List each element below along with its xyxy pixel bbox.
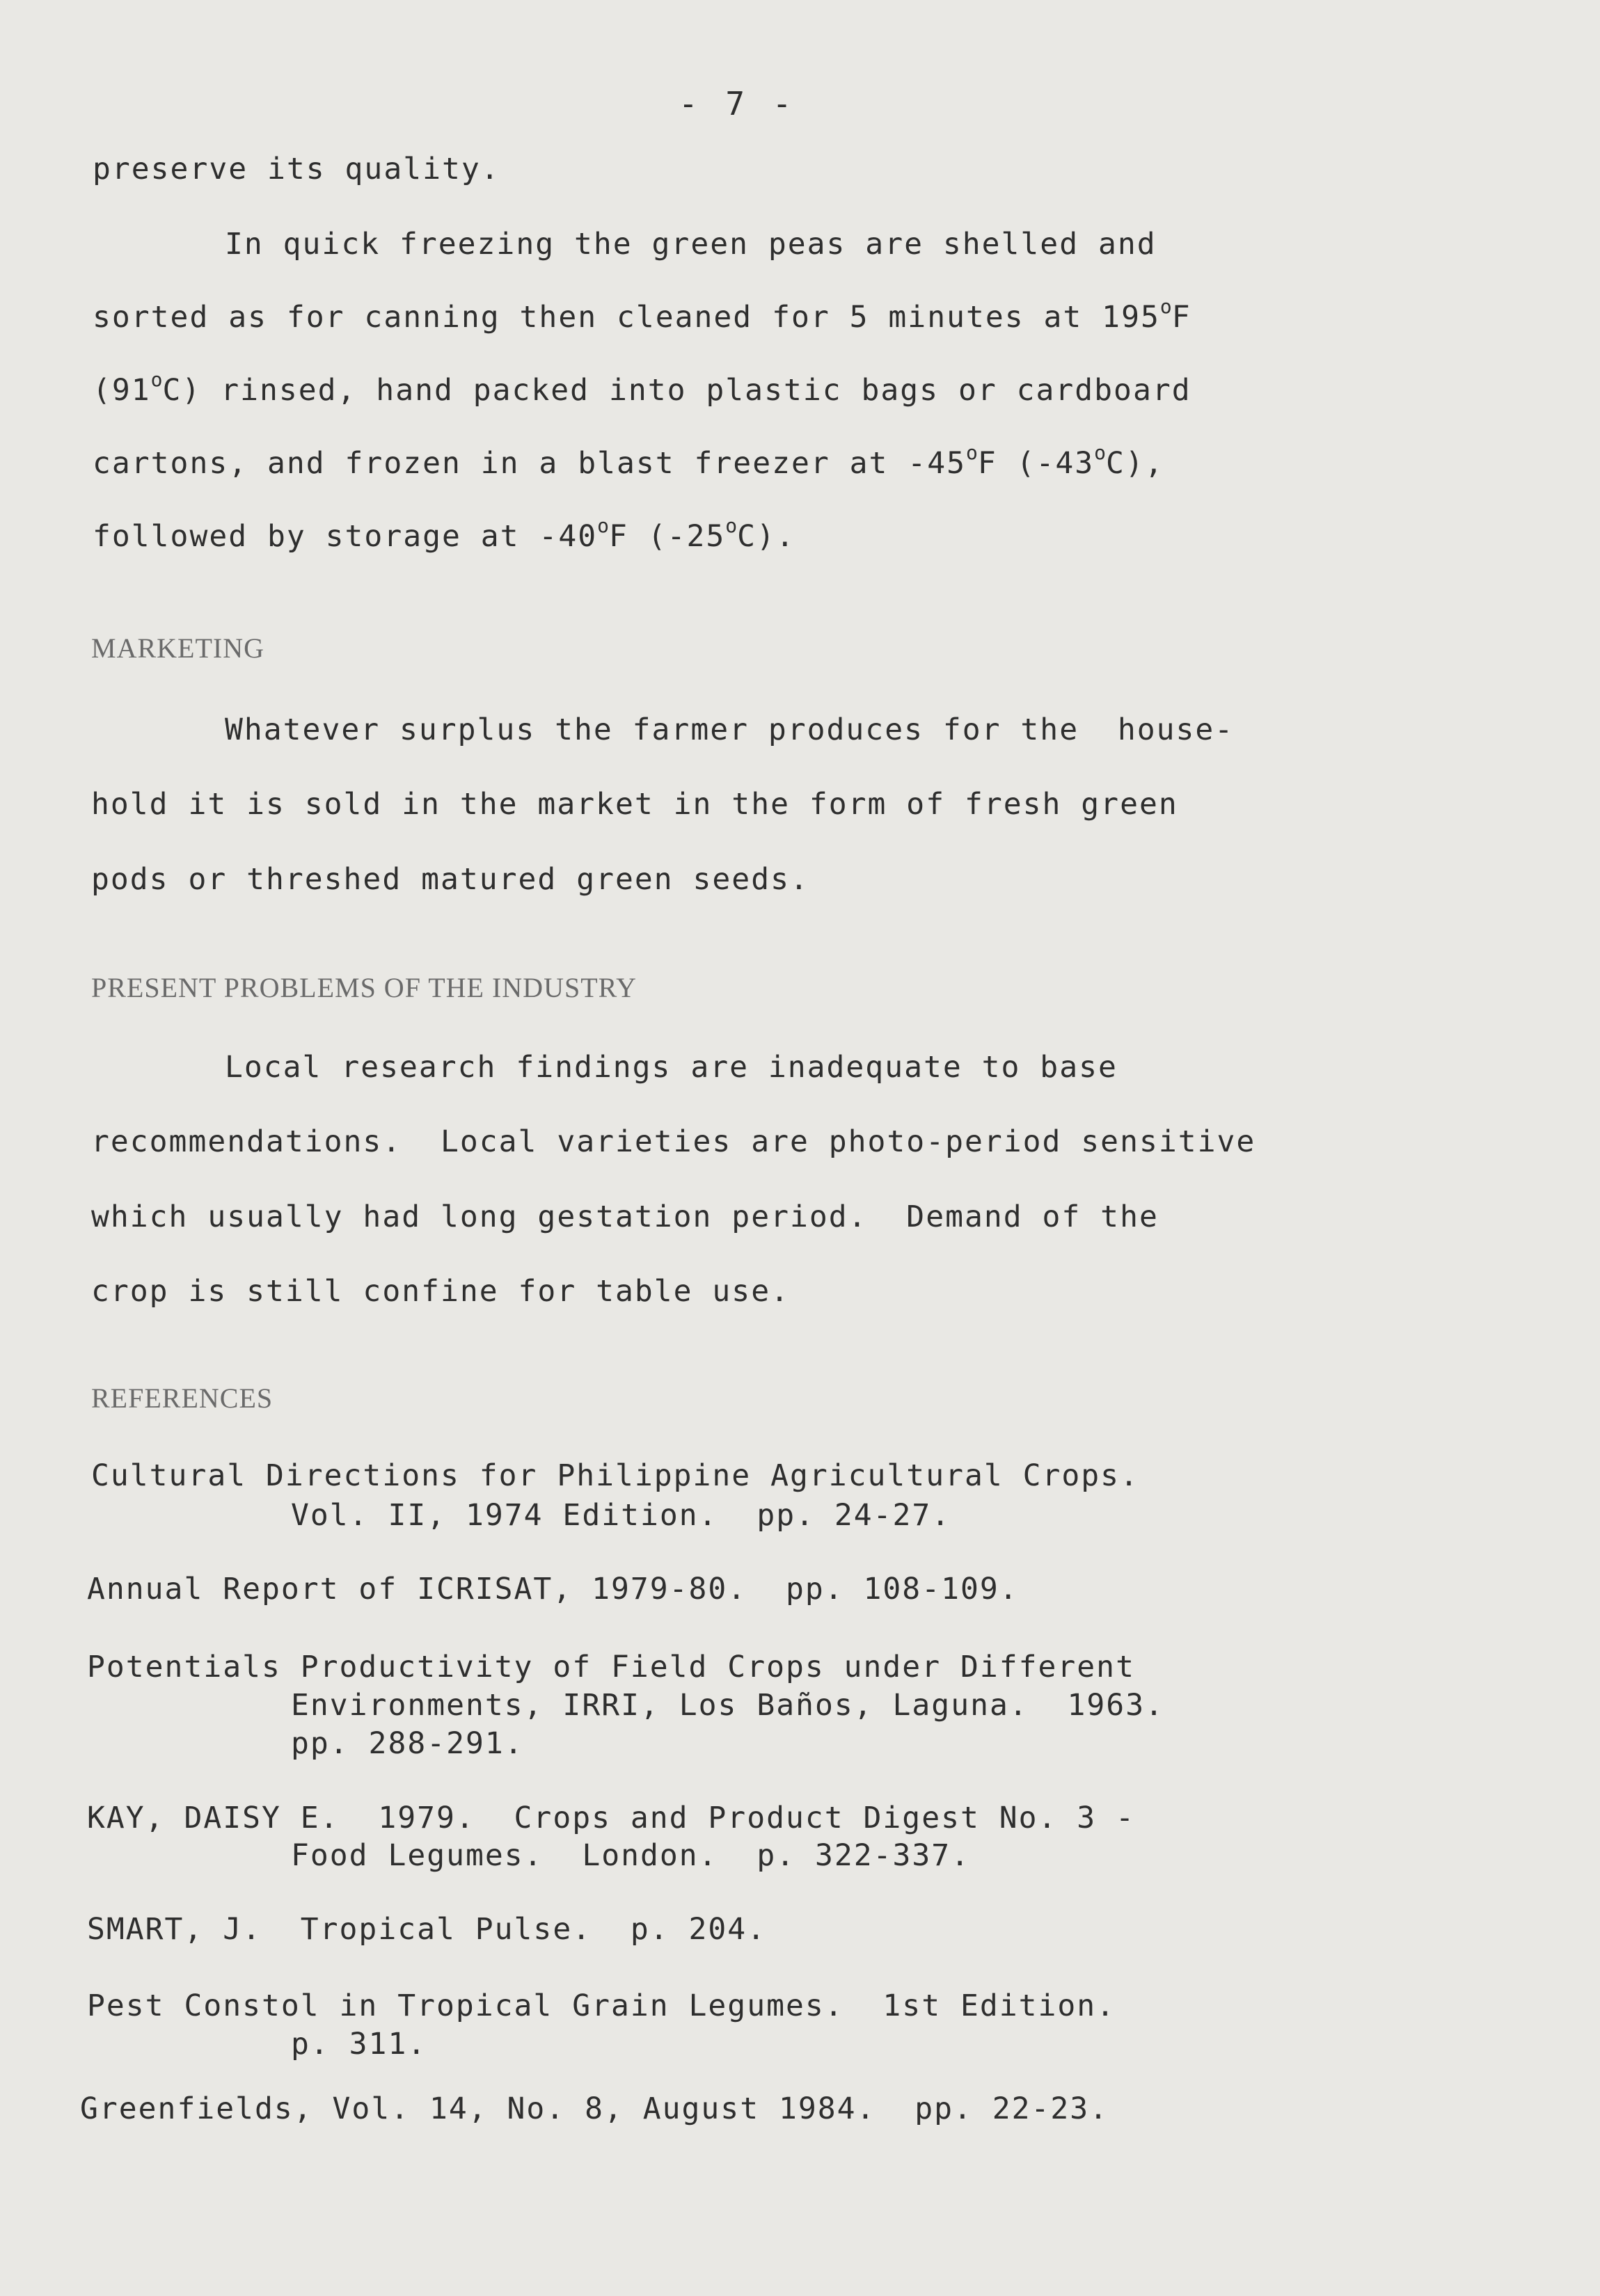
problems-line-4: crop is still confine for table use. xyxy=(91,1274,790,1309)
reference-4-line-1: KAY, DAISY E. 1979. Crops and Product Digest No. 3 - xyxy=(87,1801,1135,1835)
degree-mark: o xyxy=(725,514,738,537)
degree-mark: o xyxy=(1159,295,1172,318)
reference-4-line-2: Food Legumes. London. p. 322-337. xyxy=(291,1838,971,1873)
degree-mark: o xyxy=(597,514,609,537)
freezing-line-4 xyxy=(93,441,1164,481)
reference-7-line-1: Greenfields, Vol. 14, No. 8, August 1984. pp. 22-23. xyxy=(80,2091,1109,2126)
problems-heading: PRESENT PROBLEMS OF THE INDUSTRY xyxy=(91,972,637,1003)
freezing-line-1: In quick freezing the green peas are shelled and xyxy=(225,227,1157,262)
freezing-line-3-text-b: C) rinsed, hand packed into plastic bags or cardboard xyxy=(162,373,1191,408)
freezing-line-5 xyxy=(93,514,795,554)
problems-line-2: recommendations. Local varieties are photo-period sensitive xyxy=(91,1124,1256,1159)
reference-3-line-1: Potentials Productivity of Field Crops under Different xyxy=(87,1650,1135,1684)
reference-6-line-2: p. 311. xyxy=(291,2027,427,2062)
reference-1-line-2: Vol. II, 1974 Edition. pp. 24-27. xyxy=(291,1498,951,1533)
degree-mark: o xyxy=(150,368,163,391)
unit: F xyxy=(1171,300,1191,335)
degree-mark: o xyxy=(965,441,978,464)
degree-mark: o xyxy=(1094,441,1107,464)
intro-line: preserve its quality. xyxy=(93,152,500,186)
freezing-line-4-text-c: C), xyxy=(1106,446,1164,481)
reference-3-line-3: pp. 288-291. xyxy=(291,1726,524,1761)
page-number: - 7 - xyxy=(679,85,796,122)
reference-3-line-2: Environments, IRRI, Los Baños, Laguna. 1963. xyxy=(291,1688,1164,1723)
freezing-line-5-text-c: C). xyxy=(737,519,795,554)
reference-1-line-1: Cultural Directions for Philippine Agricultural Crops. xyxy=(91,1458,1139,1493)
reference-2-line-1: Annual Report of ICRISAT, 1979-80. pp. 108-109. xyxy=(87,1572,1019,1607)
reference-5-line-1: SMART, J. Tropical Pulse. p. 204. xyxy=(87,1912,767,1947)
freezing-line-2 xyxy=(93,295,1191,335)
freezing-line-4-text-b: F (-43 xyxy=(977,446,1095,481)
problems-line-1: Local research findings are inadequate to base xyxy=(225,1050,1118,1085)
marketing-heading: MARKETING xyxy=(91,632,264,664)
problems-line-3: which usually had long gestation period. Demand of the xyxy=(91,1199,1159,1234)
freezing-line-2-text: sorted as for canning then cleaned for 5 minutes at 195 xyxy=(93,300,1160,335)
freezing-line-3-text-a: (91 xyxy=(93,373,151,408)
freezing-line-3 xyxy=(93,368,1191,408)
freezing-line-5-text-b: F (-25 xyxy=(608,519,726,554)
marketing-line-3: pods or threshed matured green seeds. xyxy=(91,862,809,897)
marketing-line-2: hold it is sold in the market in the form of fresh green xyxy=(91,787,1178,822)
references-heading: REFERENCES xyxy=(91,1382,274,1414)
freezing-line-4-text-a: cartons, and frozen in a blast freezer at -45 xyxy=(93,446,966,481)
marketing-line-1: Whatever surplus the farmer produces for the house- xyxy=(225,712,1235,747)
freezing-line-5-text-a: followed by storage at -40 xyxy=(93,519,598,554)
reference-6-line-1: Pest Constol in Tropical Grain Legumes. 1st Edition. xyxy=(87,1988,1116,2023)
